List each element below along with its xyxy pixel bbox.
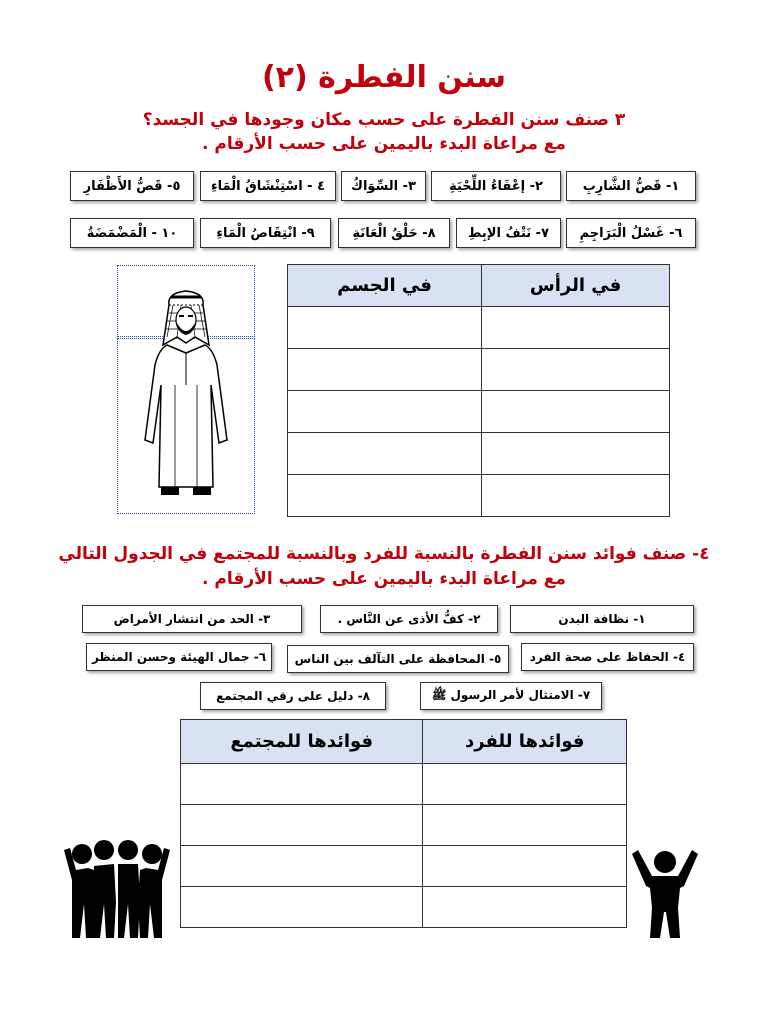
sunan-item-6: ٦- غَسْلُ الْبَرَاجِمِ xyxy=(566,218,696,248)
benefit-item-4: ٤- الحفاظ على صحة الفرد xyxy=(521,643,694,671)
table1-cell[interactable] xyxy=(482,307,670,349)
table2-cell[interactable] xyxy=(423,887,627,928)
table-row xyxy=(288,349,670,391)
table-row xyxy=(181,805,627,846)
sunan-item-1: ١- قَصُّ الشَّارِبِ xyxy=(566,171,696,201)
table-row xyxy=(288,433,670,475)
table2-cell[interactable] xyxy=(181,764,423,805)
sunan-item-5: ٥- قَصُّ الأَظْفَارِ xyxy=(70,171,194,201)
table1-cell[interactable] xyxy=(482,433,670,475)
benefit-item-7: ٧- الامتثال لأمر الرسول ﷺ xyxy=(420,682,602,710)
sunan-item-4: ٤ - اسْتِنْشَاقُ الْمَاءِ xyxy=(200,171,336,201)
sunan-item-9: ٩- انْتِقَاصُ الْمَاءِ xyxy=(200,218,331,248)
table-row xyxy=(181,764,627,805)
table2-cell[interactable] xyxy=(423,846,627,887)
benefit-item-8: ٨- دليل على رقي المجتمع xyxy=(200,682,386,710)
table2-cell[interactable] xyxy=(181,887,423,928)
table1-cell[interactable] xyxy=(288,349,482,391)
sunan-item-2: ٢- إعْفَاءُ اللِّحْيَةِ xyxy=(431,171,561,201)
question4-line2: مع مراعاة البدء باليمين على حسب الأرقام . xyxy=(202,569,566,589)
man-figure-icon xyxy=(117,265,255,514)
table1-cell[interactable] xyxy=(288,475,482,517)
table2-cell[interactable] xyxy=(423,805,627,846)
sunan-item-10: ١٠ - الْمَضْمَضَةُ xyxy=(70,218,194,248)
sunan-item-3: ٣- السِّوَاكُ xyxy=(341,171,426,201)
question3-line2: مع مراعاة البدء باليمين على حسب الأرقام . xyxy=(202,134,566,154)
table2-header-individual: فوائدها للفرد xyxy=(423,720,627,764)
benefit-item-2: ٢- كفُّ الأذى عن النَّاس . xyxy=(320,605,498,633)
table-head-body-classification xyxy=(287,264,670,517)
person-cheering-icon xyxy=(630,848,700,940)
table-row xyxy=(181,887,627,928)
table-benefits-classification xyxy=(180,719,627,928)
table2-cell[interactable] xyxy=(423,764,627,805)
benefit-item-6: ٦- جمال الهيئة وحسن المنظر xyxy=(86,643,272,671)
table1-cell[interactable] xyxy=(288,307,482,349)
table-row xyxy=(288,391,670,433)
table1-cell[interactable] xyxy=(482,391,670,433)
table-row xyxy=(181,846,627,887)
table2-header-society: فوائدها للمجتمع xyxy=(181,720,423,764)
benefit-item-5: ٥- المحافظة على التآلف بين الناس xyxy=(287,645,509,673)
page-title: سنن الفطرة (٢) xyxy=(261,60,507,95)
benefit-item-1: ١- نظافة البدن xyxy=(510,605,694,633)
table1-cell[interactable] xyxy=(288,433,482,475)
question3-line1: ٣ صنف سنن الفطرة على حسب مكان وجودها في الجسد؟ xyxy=(142,110,626,130)
table1-cell[interactable] xyxy=(482,475,670,517)
table2-cell[interactable] xyxy=(181,846,423,887)
sunan-item-7: ٧- نَتْفُ الإبِطِ xyxy=(456,218,561,248)
table1-header-body: في الجسم xyxy=(288,265,482,307)
table1-cell[interactable] xyxy=(482,349,670,391)
sunan-item-8: ٨- حَلْقُ الْعَانَةِ xyxy=(338,218,450,248)
table2-cell[interactable] xyxy=(181,805,423,846)
table-row xyxy=(288,475,670,517)
benefit-item-3: ٣- الحد من انتشار الأمراض xyxy=(82,605,302,633)
table1-header-head: في الرأس xyxy=(482,265,670,307)
table-row xyxy=(288,307,670,349)
question4-line1: ٤- صنف فوائد سنن الفطرة بالنسبة للفرد وبالنسبة للمجتمع في الجدول التالي xyxy=(58,544,710,564)
table1-cell[interactable] xyxy=(288,391,482,433)
crowd-icon xyxy=(62,840,172,940)
